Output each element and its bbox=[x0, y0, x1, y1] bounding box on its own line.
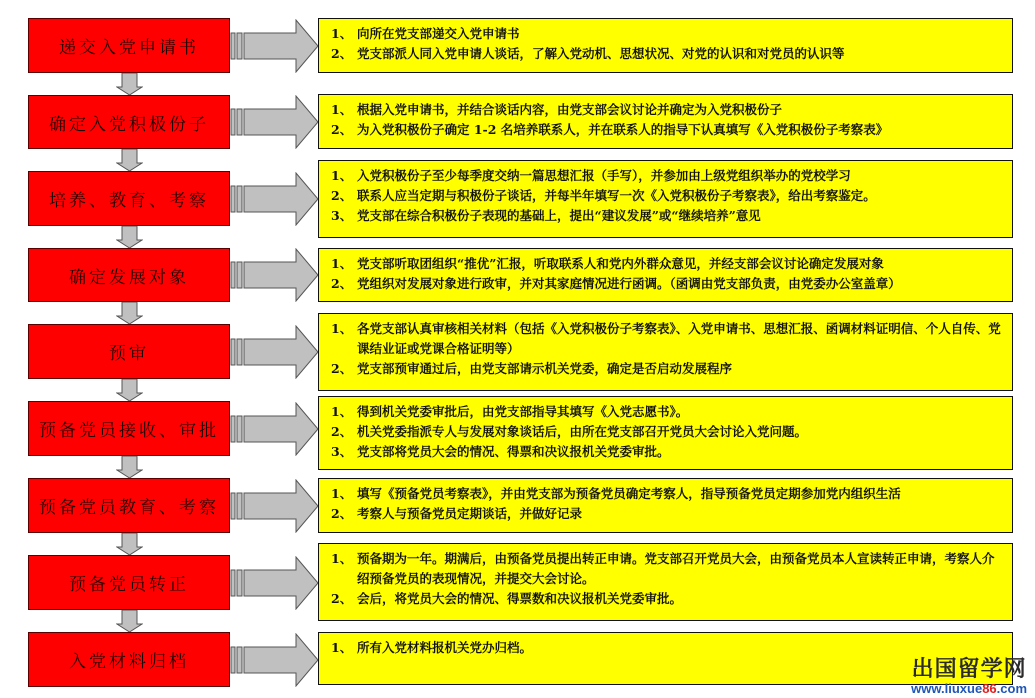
description-item bbox=[331, 359, 1002, 379]
down-arrow-icon bbox=[116, 302, 143, 324]
item-text: 会后，将党员大会的情况、得票数和决议报机关党委审批。 bbox=[357, 591, 683, 606]
step-label: 预备党员转正 bbox=[69, 575, 189, 595]
item-number: 3、 bbox=[331, 444, 353, 459]
url-highlight: 86 bbox=[982, 681, 997, 696]
right-arrow-icon bbox=[230, 248, 320, 302]
item-number: 1、 bbox=[331, 321, 353, 336]
step-box bbox=[28, 95, 230, 149]
right-arrow-icon bbox=[230, 95, 320, 149]
down-arrow-icon bbox=[116, 533, 143, 555]
description-item bbox=[331, 206, 1002, 226]
down-arrow-icon bbox=[116, 379, 143, 401]
right-arrow-icon bbox=[230, 633, 320, 687]
step-description bbox=[318, 313, 1013, 391]
item-number: 2、 bbox=[331, 188, 353, 203]
watermark-title: 出国留学网 bbox=[911, 657, 1027, 682]
description-item bbox=[331, 549, 1002, 589]
description-item bbox=[331, 254, 1002, 274]
step-label: 培养、教育、考察 bbox=[49, 191, 209, 211]
item-text: 机关党委指派专人与发展对象谈话后，由所在党支部召开党员大会讨论入党问题。 bbox=[357, 424, 808, 439]
url-prefix: www.liuxue bbox=[911, 681, 983, 696]
step-box bbox=[28, 555, 230, 610]
item-text: 党支部派人同入党申请人谈话，了解入党动机、思想状况、对党的认识和对党员的认识等 bbox=[357, 46, 845, 61]
description-item bbox=[331, 484, 1002, 504]
item-number: 3、 bbox=[331, 208, 353, 223]
down-arrow-icon bbox=[116, 226, 143, 248]
item-number: 1、 bbox=[331, 404, 353, 419]
item-text: 各党支部认真审核相关材料（包括《入党积极份子考察表》、入党申请书、思想汇报、函调材料证明信、个人自传、党课结业证或党课合格证明等） bbox=[357, 321, 1001, 356]
item-text: 所有入党材料报机关党办归档。 bbox=[357, 640, 533, 655]
step-box bbox=[28, 324, 230, 379]
step-description bbox=[318, 632, 1013, 685]
right-arrow-icon bbox=[230, 402, 320, 456]
item-text: 根据入党申请书，并结合谈话内容，由党支部会议讨论并确定为入党积极份子 bbox=[357, 102, 783, 117]
description-item bbox=[331, 504, 1002, 524]
item-number: 1、 bbox=[331, 486, 353, 501]
step-box bbox=[28, 632, 230, 687]
item-text: 填写《预备党员考察表》，并由党支部为预备党员确定考察人，指导预备党员定期参加党内组织生活 bbox=[357, 486, 901, 501]
step-description bbox=[318, 543, 1013, 621]
item-number: 2、 bbox=[331, 361, 353, 376]
description-item bbox=[331, 166, 1002, 186]
step-box bbox=[28, 401, 230, 456]
item-text: 考察人与预备党员定期谈话，并做好记录 bbox=[357, 506, 583, 521]
item-number: 1、 bbox=[331, 168, 353, 183]
item-text: 入党积极份子至少每季度交纳一篇思想汇报（手写），并参加由上级党组织举办的党校学习 bbox=[357, 168, 851, 183]
description-item bbox=[331, 638, 1002, 658]
step-description bbox=[318, 18, 1013, 73]
item-number: 2、 bbox=[331, 276, 353, 291]
item-text: 为入党积极份子确定 1-2 名培养联系人，并在联系人的指导下认真填写《入党积极份子考察表》 bbox=[357, 122, 889, 137]
step-label: 预备党员接收、审批 bbox=[39, 421, 219, 441]
step-description bbox=[318, 248, 1013, 302]
step-label: 入党材料归档 bbox=[69, 652, 189, 672]
description-item bbox=[331, 589, 1002, 609]
description-item bbox=[331, 274, 1002, 294]
item-text: 党支部听取团组织“推优”汇报，听取联系人和党内外群众意见，并经支部会议讨论确定发展对象 bbox=[357, 256, 884, 271]
step-box bbox=[28, 478, 230, 533]
item-number: 1、 bbox=[331, 102, 353, 117]
description-item bbox=[331, 100, 1002, 120]
step-description bbox=[318, 396, 1013, 470]
step-description bbox=[318, 478, 1013, 533]
step-label: 预备党员教育、考察 bbox=[39, 498, 219, 518]
step-description bbox=[318, 94, 1013, 149]
item-text: 党支部将党员大会的情况、得票和决议报机关党委审批。 bbox=[357, 444, 670, 459]
step-box bbox=[28, 171, 230, 226]
step-label: 预审 bbox=[109, 344, 149, 364]
item-number: 1、 bbox=[331, 256, 353, 271]
item-number: 1、 bbox=[331, 551, 353, 566]
description-item bbox=[331, 120, 1002, 140]
step-box bbox=[28, 248, 230, 302]
item-text: 党组织对发展对象进行政审，并对其家庭情况进行函调。（函调由党支部负责，由党委办公室盖章） bbox=[357, 276, 901, 291]
down-arrow-icon bbox=[116, 610, 143, 632]
item-number: 2、 bbox=[331, 506, 353, 521]
down-arrow-icon bbox=[116, 149, 143, 171]
watermark-url bbox=[911, 682, 1027, 696]
right-arrow-icon bbox=[230, 19, 320, 73]
description-item bbox=[331, 319, 1002, 359]
item-number: 2、 bbox=[331, 424, 353, 439]
watermark bbox=[911, 658, 1027, 696]
item-number: 2、 bbox=[331, 46, 353, 61]
step-label: 递交入党申请书 bbox=[59, 38, 199, 58]
item-text: 联系人应当定期与积极份子谈话，并每半年填写一次《入党积极份子考察表》，给出考察鉴定。 bbox=[357, 188, 876, 203]
description-item bbox=[331, 402, 1002, 422]
right-arrow-icon bbox=[230, 325, 320, 379]
item-text: 党支部在综合积极份子表现的基础上，提出“建议发展”或“继续培养”意见 bbox=[357, 208, 761, 223]
step-label: 确定入党积极份子 bbox=[49, 114, 209, 135]
item-text: 向所在党支部递交入党申请书 bbox=[357, 26, 520, 41]
description-item bbox=[331, 422, 1002, 442]
right-arrow-icon bbox=[230, 172, 320, 226]
step-description bbox=[318, 160, 1013, 238]
step-label: 确定发展对象 bbox=[69, 267, 189, 288]
item-number: 2、 bbox=[331, 122, 353, 137]
right-arrow-icon bbox=[230, 556, 320, 610]
down-arrow-icon bbox=[116, 73, 143, 95]
step-box bbox=[28, 18, 230, 73]
description-item bbox=[331, 442, 1002, 462]
description-item bbox=[331, 24, 1002, 44]
item-number: 1、 bbox=[331, 640, 353, 655]
item-text: 预备期为一年。期满后，由预备党员提出转正申请。党支部召开党员大会，由预备党员本人宣读转正申请，考察人介绍预备党员的表现情况，并提交大会讨论。 bbox=[357, 551, 995, 586]
url-suffix: .com bbox=[996, 681, 1027, 696]
item-text: 党支部预审通过后，由党支部请示机关党委，确定是否启动发展程序 bbox=[357, 361, 733, 376]
item-number: 1、 bbox=[331, 26, 353, 41]
right-arrow-icon bbox=[230, 479, 320, 533]
description-item bbox=[331, 44, 1002, 64]
item-number: 2、 bbox=[331, 591, 353, 606]
item-text: 得到机关党委审批后，由党支部指导其填写《入党志愿书》。 bbox=[357, 404, 689, 419]
description-item bbox=[331, 186, 1002, 206]
down-arrow-icon bbox=[116, 456, 143, 478]
